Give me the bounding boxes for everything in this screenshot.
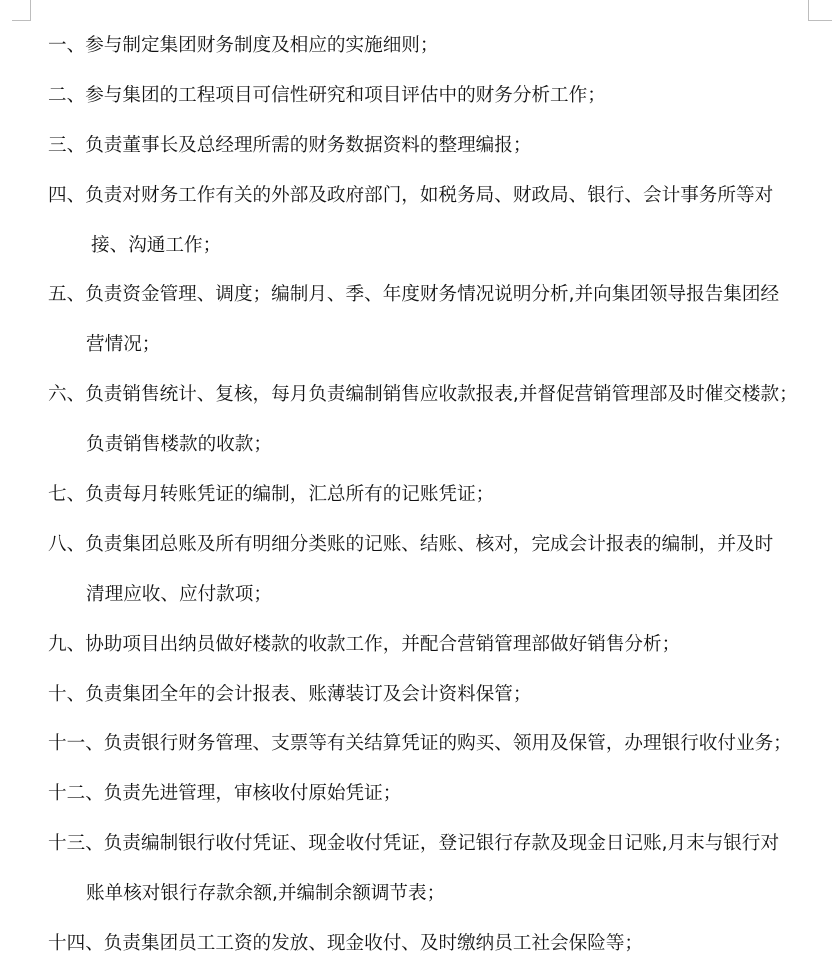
list-item-text: 九、协助项目出纳员做好楼款的收款工作，并配合营销管理部做好销售分析；: [48, 633, 681, 655]
list-item: [48, 520, 828, 620]
list-item-continuation: 接、沟通工作；: [91, 234, 222, 256]
list-item-continuation: 营情况；: [86, 334, 161, 356]
list-item-text: 十、负责集团全年的会计报表、账薄装订及会计资料保管；: [48, 683, 532, 705]
document-body: [48, 21, 828, 969]
list-item: [48, 670, 828, 720]
list-item-text: 八、负责集团总账及所有明细分类账的记账、结账、核对，完成会计报表的编制，并及时: [48, 533, 774, 555]
list-item: [48, 719, 828, 769]
list-item-text: 二、参与集团的工程项目可信性研究和项目评估中的财务分析工作；: [48, 84, 606, 106]
list-item-text: 六、负责销售统计、复核，每月负责编制销售应收款报表,并督促营销管理部及时催交楼款；: [48, 384, 798, 406]
list-item: [48, 620, 828, 670]
list-item: [48, 71, 828, 121]
list-item-text: 十三、负责编制银行收付凭证、现金收付凭证，登记银行存款及现金日记账,月末与银行对: [48, 833, 780, 855]
list-item-text: 七、负责每月转账凭证的编制，汇总所有的记账凭证；: [48, 484, 495, 506]
list-item: [48, 270, 828, 370]
list-item-text: 十二、负责先进管理，审核收付原始凭证；: [48, 783, 402, 805]
list-item: [48, 171, 828, 271]
list-item-text: 四、负责对财务工作有关的外部及政府部门，如税务局、财政局、银行、会计事务所等对: [48, 184, 774, 206]
list-item: [48, 21, 828, 71]
page-corner-mark-top-left: [12, 0, 31, 21]
list-item: [48, 919, 828, 969]
page-corner-mark-top-right: [808, 0, 832, 21]
list-item-continuation: 清理应收、应付款项；: [86, 583, 272, 605]
list-item-text: 五、负责资金管理、调度；编制月、季、年度财务情况说明分析,并向集团领导报告集团经: [48, 284, 780, 306]
list-item: [48, 370, 828, 470]
list-item-text: 十一、负责银行财务管理、支票等有关结算凭证的购买、领用及保管，办理银行收付业务；: [48, 733, 792, 755]
list-item-text: 一、参与制定集团财务制度及相应的实施细则；: [48, 35, 439, 56]
list-item: [48, 819, 828, 919]
list-item: [48, 121, 828, 171]
list-item-continuation: 账单核对银行存款余额,并编制余额调节表；: [86, 883, 446, 905]
list-item-continuation: 负责销售楼款的收款；: [86, 434, 272, 456]
list-item: [48, 470, 828, 520]
list-item: [48, 769, 828, 819]
list-item-text: 十四、负责集团员工工资的发放、现金收付、及时缴纳员工社会保险等；: [48, 933, 644, 955]
list-item-text: 三、负责董事长及总经理所需的财务数据资料的整理编报；: [48, 134, 532, 156]
